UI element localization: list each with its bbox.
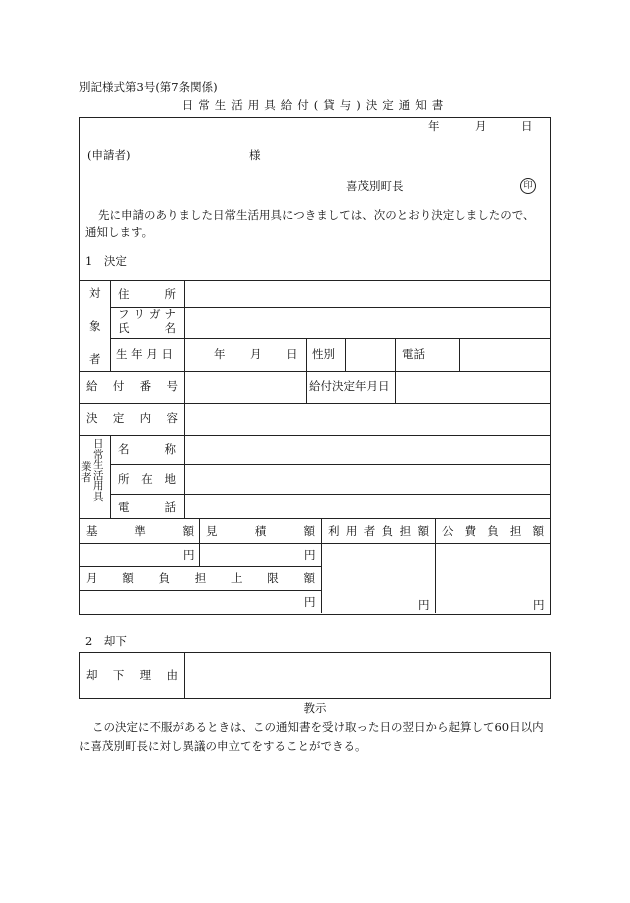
monthly-limit-label: 月 額 負 担 上 限 額 — [86, 571, 315, 585]
estimate-yen: 円 — [304, 548, 316, 562]
vendor-group-label-2: 業 者 — [81, 461, 92, 484]
estimate-amount-label: 見 積 額 — [206, 524, 315, 538]
date-year-label: 年 — [428, 119, 440, 133]
benefit-number-label: 給 付 番 号 — [86, 379, 178, 393]
intro-text-line2: 通知します。 — [85, 225, 154, 239]
birth-year-label: 年 — [214, 347, 226, 361]
date-day-label: 日 — [521, 119, 533, 133]
section-2-heading: 2 却下 — [85, 634, 127, 648]
birth-month-label: 月 — [250, 347, 262, 361]
decision-form-frame — [79, 117, 551, 615]
instruction-title: 教示 — [303, 701, 327, 715]
address-label: 住 所 — [118, 287, 176, 301]
target-label-char-3: 者 — [89, 352, 101, 366]
standard-yen: 円 — [183, 548, 195, 562]
vendor-location-label: 所 在 地 — [118, 472, 176, 486]
rejection-reason-label: 却 下 理 由 — [86, 668, 178, 682]
instruction-text-line2: に喜茂別町長に対し異議の申立てをすることができる。 — [79, 739, 367, 753]
public-burden-yen: 円 — [533, 598, 545, 612]
intro-text-line1: 先に申請のありました日常生活用具につきましては、次のとおり決定しましたので、 — [98, 208, 535, 222]
form-number: 別記様式第3号(第7条関係) — [79, 80, 218, 94]
monthly-limit-yen: 円 — [304, 595, 316, 609]
birthdate-label: 生 年 月 日 — [116, 347, 173, 361]
user-burden-yen: 円 — [418, 598, 430, 612]
decision-content-label: 決 定 内 容 — [86, 411, 178, 425]
benefit-date-label: 給付決定年月日 — [309, 379, 390, 393]
user-burden-label: 利 用 者 負 担 額 — [328, 524, 429, 538]
applicant-label: (申請者) — [87, 148, 131, 162]
issuer-name: 喜茂別町長 — [346, 179, 404, 193]
standard-amount-label: 基 準 額 — [86, 524, 194, 538]
target-label-char-2: 象 — [89, 319, 101, 333]
vendor-phone-label: 電 話 — [118, 500, 176, 514]
section-1-heading: 1 決定 — [85, 254, 127, 268]
target-label-char-1: 対 — [89, 286, 101, 300]
public-burden-label: 公 費 負 担 額 — [442, 524, 544, 538]
furigana-label: フ リ ガ ナ — [118, 307, 176, 321]
seal-mark: 印 — [520, 178, 536, 194]
phone-label: 電話 — [402, 347, 425, 361]
vendor-group-label-1: 日 常 生 活 用 具 — [93, 438, 104, 503]
vendor-name-label: 名 称 — [118, 442, 176, 456]
date-month-label: 月 — [475, 119, 487, 133]
gender-label: 性別 — [312, 347, 335, 361]
instruction-text-line1: この決定に不服があるときは、この通知書を受け取った日の翌日から起算して60日以内 — [92, 720, 544, 734]
honorific: 様 — [249, 148, 261, 162]
birth-day-label: 日 — [286, 347, 298, 361]
name-label: 氏 名 — [118, 321, 176, 335]
page-title: 日常生活用具給付(貸与)決定通知書 — [181, 98, 449, 112]
